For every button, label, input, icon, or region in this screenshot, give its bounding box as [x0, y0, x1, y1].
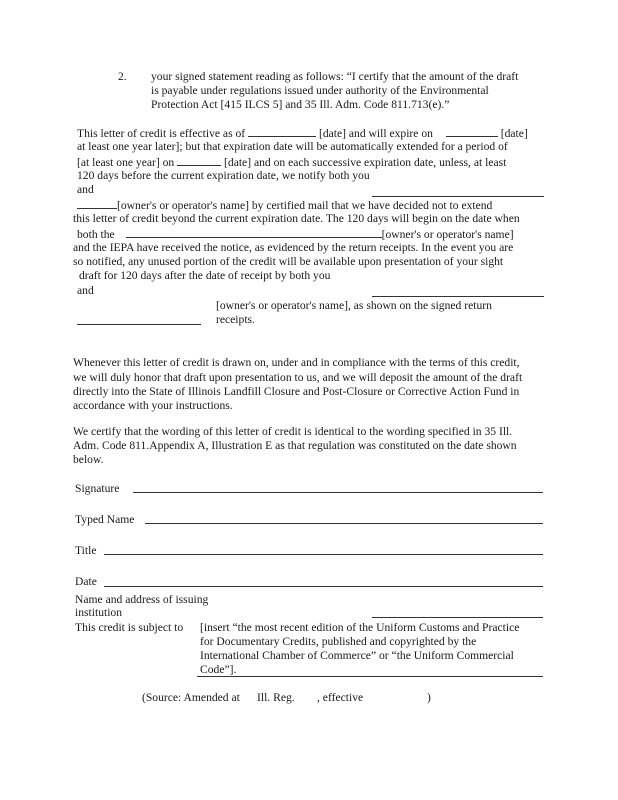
subject-to-label: This credit is subject to	[75, 621, 184, 634]
name-address-label-1: Name and address of issuing	[75, 593, 209, 606]
subject-line-2: for Documentary Credits, published and copyrighted by the	[200, 635, 477, 648]
honor-line-3: directly into the State of Illinois Landfill Closure and Post-Closure or Corrective Action Fund in	[73, 385, 520, 398]
signature-label: Signature	[75, 482, 120, 495]
source-effective: , effective	[317, 691, 364, 704]
source-prefix: (Source: Amended at	[142, 691, 240, 704]
effective-line-6: [owner's or operator's name] by certified mail that we have decided not to extend	[77, 197, 492, 213]
effective-line-3: [at least one year] on [date] and on each successive expiration date, unless, at least	[77, 156, 507, 169]
subject-line-3: International Chamber of Commerce” or “the Uniform Commercial	[200, 649, 514, 662]
certify-line-2: Adm. Code 811.Appendix A, Illustration E as that regulation was constituted on the date shown	[73, 439, 517, 452]
typed-name-line[interactable]	[145, 523, 543, 524]
item2-line-3: Protection Act [415 ILCS 5] and 35 Ill. Adm. Code 811.713(e).”	[151, 98, 450, 111]
effective-line-4: 120 days before the current expiration date, we notify both you	[77, 169, 370, 182]
effective-line-12: and	[77, 284, 94, 297]
effective-date-blank	[248, 125, 316, 137]
signature-line[interactable]	[133, 492, 543, 493]
title-line[interactable]	[104, 554, 543, 555]
subject-line-4: Code”].	[200, 663, 237, 676]
effective-line-11: draft for 120 days after the date of receipt by both you	[79, 269, 331, 282]
certify-line-1: We certify that the wording of this letter of credit is identical to the wording specified in 35 Ill.	[73, 425, 513, 438]
effective-line-13: [owner's or operator's name], as shown on the signed return	[216, 299, 492, 312]
name-address-label-2: institution	[75, 606, 123, 619]
owner-name-blank	[77, 197, 117, 209]
effective-line-14: receipts.	[216, 313, 255, 326]
effective-line-9: and the IEPA have received the notice, as evidenced by the return receipts. In the event you are	[73, 241, 514, 254]
title-label: Title	[75, 544, 97, 557]
item2-line-1: your signed statement reading as follows: “I certify that the amount of the draft	[151, 70, 519, 83]
item2-line-2: is payable under regulations issued under authority of the Environmental	[151, 84, 489, 97]
effective-line-1: This letter of credit is effective as of [date] and will expire on [date]	[77, 127, 528, 140]
receipts-blank-line	[77, 324, 201, 325]
effective-line-2: at least one year later]; but that expiration date will be automatically extended for a period of	[77, 140, 508, 153]
receipt-blank-line	[372, 296, 544, 297]
subject-line-1: [insert “the most recent edition of the Uniform Customs and Practice	[200, 621, 520, 634]
both-the-blank	[126, 226, 382, 238]
date-line[interactable]	[104, 586, 543, 587]
certify-line-3: below.	[73, 453, 104, 466]
effective-line-8: both the [owner's or operator's name]	[77, 228, 514, 241]
typed-name-label: Typed Name	[75, 513, 135, 526]
source-close-paren: )	[427, 691, 431, 704]
subject-line-underline	[197, 676, 543, 677]
expiry-date-blank	[446, 125, 498, 137]
effective-line-5: and	[77, 183, 94, 196]
honor-line-2: we will duly honor that draft upon presentation to us, and we will deposit the amount of the draft	[73, 371, 523, 384]
honor-line-4: accordance with your instructions.	[73, 399, 233, 412]
item-number: 2.	[118, 70, 127, 83]
effective-line-10: so notified, any unused portion of the credit will be available upon presentation of your sight	[73, 255, 504, 268]
effective-line-7: this letter of credit beyond the current expiration date. The 120 days will begin on the date when	[73, 212, 520, 225]
honor-line-1: Whenever this letter of credit is drawn on, under and in compliance with the terms of this credit,	[73, 356, 520, 369]
extension-date-blank	[177, 154, 221, 166]
date-label: Date	[75, 575, 97, 588]
institution-line[interactable]	[372, 617, 543, 618]
source-ill-reg: Ill. Reg.	[257, 691, 295, 704]
